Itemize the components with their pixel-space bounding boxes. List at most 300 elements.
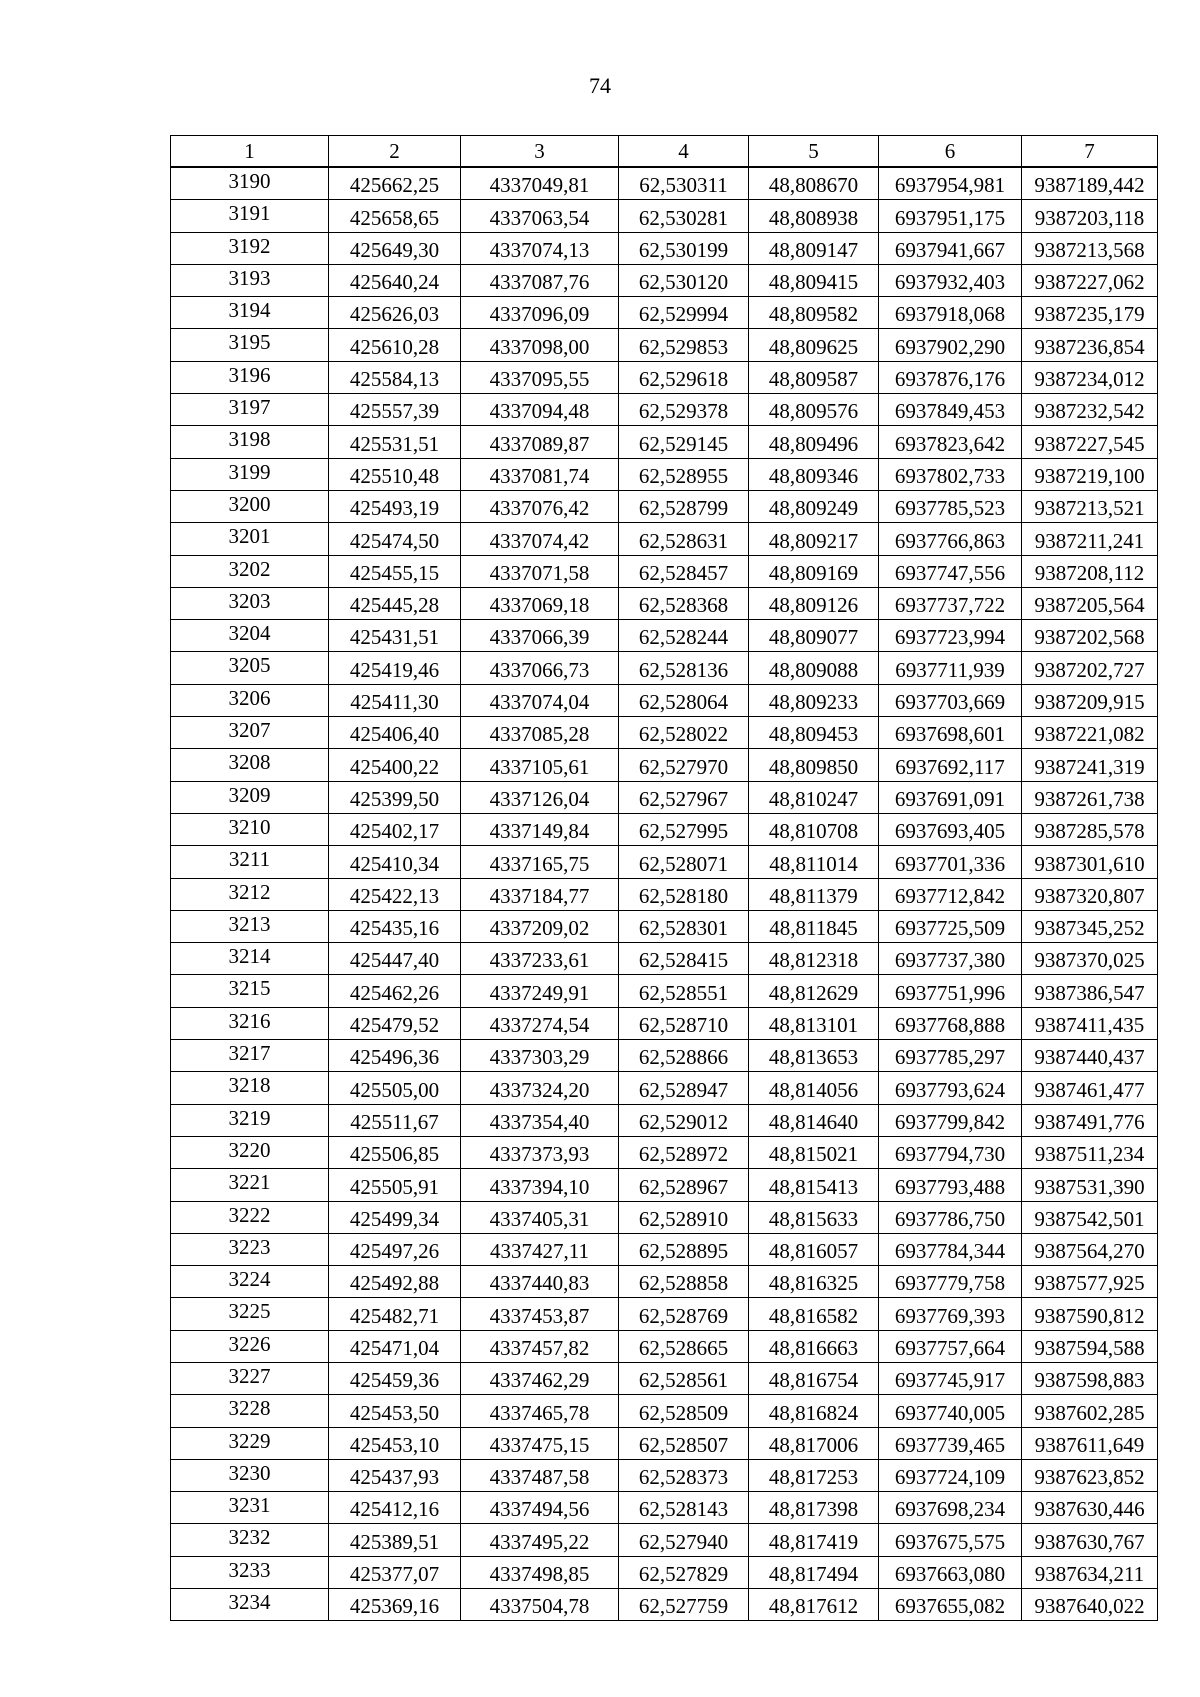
table-row: [171, 264, 1158, 296]
cell-coord-y: 4337074,42: [461, 523, 619, 555]
cell-longitude: 48,809249: [749, 490, 879, 522]
cell-point-number: 3195: [171, 329, 329, 361]
cell-coord-x: 425640,24: [329, 264, 461, 296]
cell-coord-x2: 6937802,733: [879, 458, 1022, 490]
cell-coord-x: 425437,93: [329, 1459, 461, 1491]
cell-longitude: 48,809233: [749, 684, 879, 716]
cell-coord-x: 425499,34: [329, 1201, 461, 1233]
cell-coord-y2: 9387594,588: [1022, 1330, 1158, 1362]
cell-coord-y2: 9387205,564: [1022, 587, 1158, 619]
table-row: [171, 1298, 1158, 1330]
cell-coord-y: 4337095,55: [461, 361, 619, 393]
cell-latitude: 62,528947: [619, 1072, 749, 1104]
cell-coord-x: 425410,34: [329, 846, 461, 878]
cell-coord-y2: 9387345,252: [1022, 910, 1158, 942]
table-row: [171, 620, 1158, 652]
cell-coord-x: 425531,51: [329, 426, 461, 458]
cell-latitude: 62,528136: [619, 652, 749, 684]
cell-longitude: 48,809453: [749, 717, 879, 749]
cell-coord-x2: 6937793,488: [879, 1169, 1022, 1201]
cell-coord-x: 425482,71: [329, 1298, 461, 1330]
cell-longitude: 48,809576: [749, 394, 879, 426]
table-row: [171, 943, 1158, 975]
cell-coord-x: 425497,26: [329, 1233, 461, 1265]
table-row: [171, 1524, 1158, 1556]
cell-longitude: 48,811845: [749, 910, 879, 942]
table-row: [171, 1427, 1158, 1459]
cell-point-number: 3192: [171, 232, 329, 264]
cell-point-number: 3225: [171, 1298, 329, 1330]
cell-coord-x: 425505,91: [329, 1169, 461, 1201]
cell-latitude: 62,527967: [619, 781, 749, 813]
cell-coord-y: 4337165,75: [461, 846, 619, 878]
cell-coord-y2: 9387491,776: [1022, 1104, 1158, 1136]
cell-point-number: 3226: [171, 1330, 329, 1362]
table-row: [171, 1395, 1158, 1427]
cell-longitude: 48,809147: [749, 232, 879, 264]
cell-longitude: 48,809346: [749, 458, 879, 490]
cell-coord-x2: 6937701,336: [879, 846, 1022, 878]
cell-coord-x2: 6937747,556: [879, 555, 1022, 587]
cell-coord-x: 425658,65: [329, 200, 461, 232]
cell-latitude: 62,528631: [619, 523, 749, 555]
cell-point-number: 3230: [171, 1459, 329, 1491]
cell-coord-x2: 6937711,939: [879, 652, 1022, 684]
cell-coord-y2: 9387590,812: [1022, 1298, 1158, 1330]
cell-coord-y: 4337074,13: [461, 232, 619, 264]
cell-coord-x: 425412,16: [329, 1492, 461, 1524]
cell-coord-y: 4337071,58: [461, 555, 619, 587]
cell-point-number: 3218: [171, 1072, 329, 1104]
cell-point-number: 3208: [171, 749, 329, 781]
cell-point-number: 3197: [171, 394, 329, 426]
cell-point-number: 3219: [171, 1104, 329, 1136]
table-row: [171, 846, 1158, 878]
cell-point-number: 3194: [171, 297, 329, 329]
cell-point-number: 3211: [171, 846, 329, 878]
cell-coord-y2: 9387577,925: [1022, 1266, 1158, 1298]
cell-coord-x2: 6937740,005: [879, 1395, 1022, 1427]
cell-coord-y: 4337394,10: [461, 1169, 619, 1201]
cell-coord-x2: 6937941,667: [879, 232, 1022, 264]
cell-point-number: 3204: [171, 620, 329, 652]
cell-coord-y: 4337094,48: [461, 394, 619, 426]
cell-latitude: 62,528895: [619, 1233, 749, 1265]
cell-coord-y2: 9387640,022: [1022, 1589, 1158, 1621]
cell-latitude: 62,528071: [619, 846, 749, 878]
cell-latitude: 62,528910: [619, 1201, 749, 1233]
cell-coord-x2: 6937724,109: [879, 1459, 1022, 1491]
cell-coord-y: 4337066,39: [461, 620, 619, 652]
cell-coord-y2: 9387386,547: [1022, 975, 1158, 1007]
cell-coord-y: 4337074,04: [461, 684, 619, 716]
cell-longitude: 48,809587: [749, 361, 879, 393]
cell-coord-y2: 9387370,025: [1022, 943, 1158, 975]
column-header-2: 2: [329, 136, 461, 168]
cell-point-number: 3220: [171, 1136, 329, 1168]
cell-coord-x2: 6937793,624: [879, 1072, 1022, 1104]
cell-longitude: 48,810247: [749, 781, 879, 813]
cell-coord-y2: 9387241,319: [1022, 749, 1158, 781]
table-row: [171, 1007, 1158, 1039]
cell-longitude: 48,811014: [749, 846, 879, 878]
cell-coord-x2: 6937786,750: [879, 1201, 1022, 1233]
column-header-6: 6: [879, 136, 1022, 168]
cell-longitude: 48,813101: [749, 1007, 879, 1039]
table-row: [171, 329, 1158, 361]
cell-coord-y2: 9387531,390: [1022, 1169, 1158, 1201]
cell-longitude: 48,813653: [749, 1040, 879, 1072]
table-row: [171, 426, 1158, 458]
cell-coord-x2: 6937757,664: [879, 1330, 1022, 1362]
cell-latitude: 62,528368: [619, 587, 749, 619]
cell-coord-y: 4337465,78: [461, 1395, 619, 1427]
cell-coord-x2: 6937779,758: [879, 1266, 1022, 1298]
column-header-5: 5: [749, 136, 879, 168]
cell-coord-x2: 6937823,642: [879, 426, 1022, 458]
cell-latitude: 62,528022: [619, 717, 749, 749]
cell-coord-y2: 9387630,446: [1022, 1492, 1158, 1524]
cell-coord-x2: 6937769,393: [879, 1298, 1022, 1330]
cell-coord-y2: 9387623,852: [1022, 1459, 1158, 1491]
cell-point-number: 3190: [171, 167, 329, 200]
table-body: [171, 167, 1158, 1621]
cell-coord-x2: 6937918,068: [879, 297, 1022, 329]
table-row: [171, 1589, 1158, 1621]
cell-latitude: 62,529853: [619, 329, 749, 361]
cell-latitude: 62,529012: [619, 1104, 749, 1136]
cell-latitude: 62,528415: [619, 943, 749, 975]
cell-coord-x2: 6937692,117: [879, 749, 1022, 781]
cell-coord-x: 425431,51: [329, 620, 461, 652]
table-row: [171, 1556, 1158, 1588]
cell-longitude: 48,817612: [749, 1589, 879, 1621]
cell-latitude: 62,527970: [619, 749, 749, 781]
cell-longitude: 48,809415: [749, 264, 879, 296]
column-header-1: 1: [171, 136, 329, 168]
cell-coord-y: 4337096,09: [461, 297, 619, 329]
table-row: [171, 652, 1158, 684]
cell-coord-x2: 6937766,863: [879, 523, 1022, 555]
cell-coord-x: 425505,00: [329, 1072, 461, 1104]
cell-coord-y2: 9387235,179: [1022, 297, 1158, 329]
cell-coord-x: 425419,46: [329, 652, 461, 684]
cell-coord-y2: 9387203,118: [1022, 200, 1158, 232]
table-row: [171, 1459, 1158, 1491]
cell-coord-y2: 9387213,568: [1022, 232, 1158, 264]
cell-coord-x: 425474,50: [329, 523, 461, 555]
cell-point-number: 3210: [171, 813, 329, 845]
cell-coord-y: 4337303,29: [461, 1040, 619, 1072]
cell-latitude: 62,527759: [619, 1589, 749, 1621]
cell-coord-y2: 9387219,100: [1022, 458, 1158, 490]
cell-coord-x: 425649,30: [329, 232, 461, 264]
table-row: [171, 1072, 1158, 1104]
cell-coord-x: 425406,40: [329, 717, 461, 749]
cell-coord-x2: 6937675,575: [879, 1524, 1022, 1556]
cell-coord-y: 4337066,73: [461, 652, 619, 684]
column-header-7: 7: [1022, 136, 1158, 168]
cell-latitude: 62,528180: [619, 878, 749, 910]
table-row: [171, 523, 1158, 555]
cell-point-number: 3200: [171, 490, 329, 522]
cell-coord-y2: 9387564,270: [1022, 1233, 1158, 1265]
cell-latitude: 62,528866: [619, 1040, 749, 1072]
cell-coord-y2: 9387234,012: [1022, 361, 1158, 393]
cell-longitude: 48,816057: [749, 1233, 879, 1265]
table-row: [171, 361, 1158, 393]
cell-longitude: 48,810708: [749, 813, 879, 845]
cell-coord-y: 4337373,93: [461, 1136, 619, 1168]
cell-latitude: 62,528244: [619, 620, 749, 652]
cell-coord-y2: 9387611,649: [1022, 1427, 1158, 1459]
cell-coord-x: 425471,04: [329, 1330, 461, 1362]
cell-longitude: 48,809850: [749, 749, 879, 781]
cell-latitude: 62,530199: [619, 232, 749, 264]
cell-latitude: 62,530281: [619, 200, 749, 232]
cell-coord-x2: 6937785,297: [879, 1040, 1022, 1072]
cell-coord-x2: 6937703,669: [879, 684, 1022, 716]
cell-coord-y2: 9387634,211: [1022, 1556, 1158, 1588]
cell-latitude: 62,528509: [619, 1395, 749, 1427]
table-row: [171, 458, 1158, 490]
cell-coord-y2: 9387461,477: [1022, 1072, 1158, 1104]
cell-coord-x: 425626,03: [329, 297, 461, 329]
cell-coord-x: 425455,15: [329, 555, 461, 587]
cell-latitude: 62,529618: [619, 361, 749, 393]
cell-longitude: 48,816582: [749, 1298, 879, 1330]
table-row: [171, 684, 1158, 716]
cell-coord-y: 4337494,56: [461, 1492, 619, 1524]
cell-coord-y2: 9387598,883: [1022, 1362, 1158, 1394]
cell-coord-x: 425510,48: [329, 458, 461, 490]
table-row: [171, 1169, 1158, 1201]
cell-coord-x: 425496,36: [329, 1040, 461, 1072]
cell-coord-x2: 6937737,722: [879, 587, 1022, 619]
cell-coord-x2: 6937698,601: [879, 717, 1022, 749]
cell-latitude: 62,530120: [619, 264, 749, 296]
cell-coord-x: 425377,07: [329, 1556, 461, 1588]
cell-coord-y: 4337184,77: [461, 878, 619, 910]
cell-point-number: 3221: [171, 1169, 329, 1201]
cell-coord-y: 4337249,91: [461, 975, 619, 1007]
cell-coord-x: 425462,26: [329, 975, 461, 1007]
cell-coord-y2: 9387301,610: [1022, 846, 1158, 878]
cell-coord-y2: 9387630,767: [1022, 1524, 1158, 1556]
cell-point-number: 3224: [171, 1266, 329, 1298]
cell-point-number: 3223: [171, 1233, 329, 1265]
cell-coord-x2: 6937768,888: [879, 1007, 1022, 1039]
cell-coord-y2: 9387202,727: [1022, 652, 1158, 684]
cell-coord-x: 425493,19: [329, 490, 461, 522]
table-row: [171, 232, 1158, 264]
cell-coord-y: 4337085,28: [461, 717, 619, 749]
cell-point-number: 3193: [171, 264, 329, 296]
cell-coord-y: 4337209,02: [461, 910, 619, 942]
cell-point-number: 3207: [171, 717, 329, 749]
cell-point-number: 3214: [171, 943, 329, 975]
cell-coord-y2: 9387511,234: [1022, 1136, 1158, 1168]
cell-point-number: 3234: [171, 1589, 329, 1621]
cell-point-number: 3205: [171, 652, 329, 684]
cell-coord-x2: 6937784,344: [879, 1233, 1022, 1265]
cell-coord-x: 425453,50: [329, 1395, 461, 1427]
cell-longitude: 48,816824: [749, 1395, 879, 1427]
cell-coord-y: 4337504,78: [461, 1589, 619, 1621]
table-row: [171, 1233, 1158, 1265]
cell-coord-y2: 9387236,854: [1022, 329, 1158, 361]
cell-coord-x2: 6937712,842: [879, 878, 1022, 910]
table-row: [171, 1492, 1158, 1524]
table-row: [171, 555, 1158, 587]
cell-longitude: 48,809217: [749, 523, 879, 555]
cell-coord-y: 4337457,82: [461, 1330, 619, 1362]
cell-latitude: 62,528972: [619, 1136, 749, 1168]
cell-coord-x2: 6937739,465: [879, 1427, 1022, 1459]
cell-longitude: 48,816754: [749, 1362, 879, 1394]
cell-coord-y2: 9387285,578: [1022, 813, 1158, 845]
cell-latitude: 62,528551: [619, 975, 749, 1007]
cell-longitude: 48,809126: [749, 587, 879, 619]
cell-longitude: 48,816325: [749, 1266, 879, 1298]
cell-latitude: 62,528955: [619, 458, 749, 490]
cell-longitude: 48,817419: [749, 1524, 879, 1556]
table-row: [171, 587, 1158, 619]
table-row: [171, 394, 1158, 426]
cell-coord-y: 4337462,29: [461, 1362, 619, 1394]
cell-coord-y2: 9387227,545: [1022, 426, 1158, 458]
cell-coord-y: 4337089,87: [461, 426, 619, 458]
cell-point-number: 3201: [171, 523, 329, 555]
cell-coord-x: 425411,30: [329, 684, 461, 716]
table-row: [171, 1040, 1158, 1072]
cell-longitude: 48,815633: [749, 1201, 879, 1233]
cell-coord-x2: 6937725,509: [879, 910, 1022, 942]
table-row: [171, 813, 1158, 845]
cell-coord-x2: 6937951,175: [879, 200, 1022, 232]
cell-coord-y: 4337081,74: [461, 458, 619, 490]
cell-coord-y: 4337105,61: [461, 749, 619, 781]
cell-longitude: 48,812629: [749, 975, 879, 1007]
cell-latitude: 62,527995: [619, 813, 749, 845]
cell-coord-x2: 6937693,405: [879, 813, 1022, 845]
cell-coord-x2: 6937751,996: [879, 975, 1022, 1007]
cell-point-number: 3232: [171, 1524, 329, 1556]
cell-longitude: 48,808670: [749, 167, 879, 200]
cell-coord-y2: 9387202,568: [1022, 620, 1158, 652]
cell-coord-y2: 9387221,082: [1022, 717, 1158, 749]
cell-coord-x2: 6937723,994: [879, 620, 1022, 652]
cell-coord-y: 4337149,84: [461, 813, 619, 845]
cell-point-number: 3229: [171, 1427, 329, 1459]
table-row: [171, 878, 1158, 910]
cell-coord-y: 4337274,54: [461, 1007, 619, 1039]
cell-coord-x: 425610,28: [329, 329, 461, 361]
cell-point-number: 3213: [171, 910, 329, 942]
cell-coord-y: 4337453,87: [461, 1298, 619, 1330]
cell-longitude: 48,809582: [749, 297, 879, 329]
cell-coord-y: 4337487,58: [461, 1459, 619, 1491]
cell-latitude: 62,528561: [619, 1362, 749, 1394]
cell-coord-x2: 6937794,730: [879, 1136, 1022, 1168]
cell-point-number: 3209: [171, 781, 329, 813]
cell-latitude: 62,529145: [619, 426, 749, 458]
cell-longitude: 48,808938: [749, 200, 879, 232]
cell-point-number: 3202: [171, 555, 329, 587]
cell-coord-y2: 9387211,241: [1022, 523, 1158, 555]
cell-coord-y: 4337049,81: [461, 167, 619, 200]
cell-coord-x: 425435,16: [329, 910, 461, 942]
table-row: [171, 1136, 1158, 1168]
cell-point-number: 3198: [171, 426, 329, 458]
cell-coord-y2: 9387189,442: [1022, 167, 1158, 200]
cell-longitude: 48,814056: [749, 1072, 879, 1104]
table-row: [171, 749, 1158, 781]
cell-longitude: 48,809077: [749, 620, 879, 652]
cell-coord-y2: 9387232,542: [1022, 394, 1158, 426]
table-header-row: [171, 136, 1158, 168]
cell-coord-x: 425584,13: [329, 361, 461, 393]
cell-longitude: 48,809088: [749, 652, 879, 684]
cell-point-number: 3215: [171, 975, 329, 1007]
table-row: [171, 910, 1158, 942]
cell-latitude: 62,530311: [619, 167, 749, 200]
cell-longitude: 48,814640: [749, 1104, 879, 1136]
cell-coord-y2: 9387440,437: [1022, 1040, 1158, 1072]
cell-longitude: 48,816663: [749, 1330, 879, 1362]
cell-latitude: 62,528064: [619, 684, 749, 716]
cell-latitude: 62,528457: [619, 555, 749, 587]
cell-coord-x2: 6937932,403: [879, 264, 1022, 296]
cell-coord-y2: 9387320,807: [1022, 878, 1158, 910]
cell-coord-y2: 9387602,285: [1022, 1395, 1158, 1427]
cell-latitude: 62,527829: [619, 1556, 749, 1588]
cell-coord-x2: 6937876,176: [879, 361, 1022, 393]
cell-point-number: 3199: [171, 458, 329, 490]
cell-longitude: 48,817006: [749, 1427, 879, 1459]
table-row: [171, 200, 1158, 232]
cell-coord-y2: 9387213,521: [1022, 490, 1158, 522]
table-row: [171, 1201, 1158, 1233]
cell-coord-x: 425422,13: [329, 878, 461, 910]
cell-longitude: 48,817253: [749, 1459, 879, 1491]
cell-coord-y: 4337126,04: [461, 781, 619, 813]
cell-latitude: 62,528710: [619, 1007, 749, 1039]
cell-coord-y: 4337405,31: [461, 1201, 619, 1233]
cell-coord-y2: 9387542,501: [1022, 1201, 1158, 1233]
cell-latitude: 62,528858: [619, 1266, 749, 1298]
table-row: [171, 1362, 1158, 1394]
cell-latitude: 62,528507: [619, 1427, 749, 1459]
cell-coord-x2: 6937849,453: [879, 394, 1022, 426]
cell-coord-x: 425492,88: [329, 1266, 461, 1298]
cell-coord-x2: 6937691,091: [879, 781, 1022, 813]
cell-coord-x: 425506,85: [329, 1136, 461, 1168]
table-row: [171, 1330, 1158, 1362]
cell-coord-y: 4337427,11: [461, 1233, 619, 1265]
cell-coord-x: 425479,52: [329, 1007, 461, 1039]
cell-longitude: 48,815413: [749, 1169, 879, 1201]
coordinates-table: [170, 135, 1158, 1621]
cell-latitude: 62,527940: [619, 1524, 749, 1556]
table-row: [171, 1266, 1158, 1298]
cell-coord-y: 4337498,85: [461, 1556, 619, 1588]
table-row: [171, 781, 1158, 813]
cell-coord-x: 425399,50: [329, 781, 461, 813]
cell-coord-x: 425447,40: [329, 943, 461, 975]
table-row: [171, 975, 1158, 1007]
cell-point-number: 3212: [171, 878, 329, 910]
